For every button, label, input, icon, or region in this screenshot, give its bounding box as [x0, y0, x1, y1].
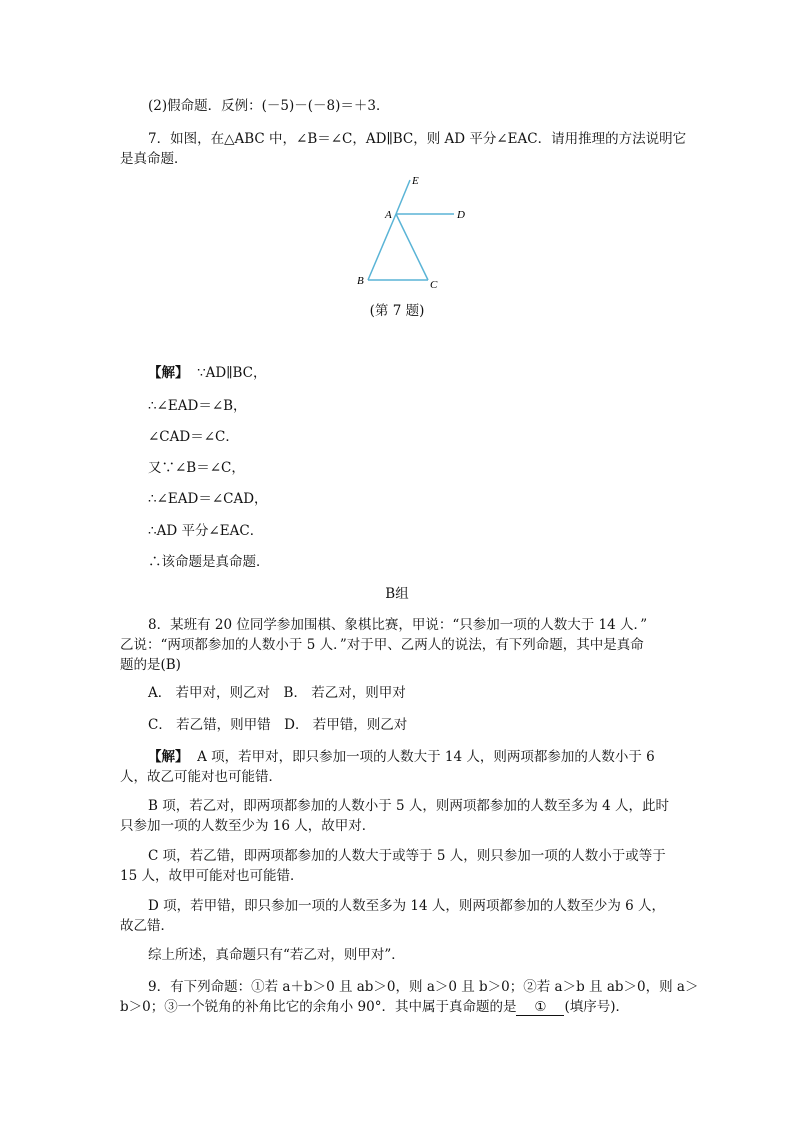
solution-8-a-line1: [148, 748, 655, 766]
solution-7-line1: [148, 364, 267, 382]
question-9-text: b＞0；③一个锐角的补角比它的余角小 90°．其中属于真命题的是: [120, 999, 517, 1015]
label-b: B: [357, 275, 364, 287]
segment-ac: [396, 214, 428, 280]
solution-8-d-line1: D 项，若甲错，即只参加一项的人数至多为 14 人，则两项都参加的人数至少为 6 人，: [148, 898, 666, 914]
options-ab: A． 若甲对，则乙对 B． 若乙对，则甲对: [148, 685, 406, 701]
question-9-suffix: (填序号)．: [564, 999, 629, 1015]
solution-7-step1: ∵AD∥BC，: [197, 365, 267, 381]
solution-7-step2: ∴∠EAD＝∠B，: [148, 398, 247, 414]
solution-8-d-line2: 故乙错．: [120, 918, 174, 934]
label-e: E: [412, 175, 419, 187]
question-8-line3: 题的是(B): [120, 657, 181, 673]
solution-7-step4: 又∵∠B＝∠C，: [148, 460, 245, 476]
solution-8-a-text: A 项，若甲对，即只参加一项的人数大于 14 人，则两项都参加的人数小于 6: [197, 749, 655, 765]
label-a: A: [385, 209, 392, 221]
triangle-figure: [340, 172, 480, 292]
label-c: C: [430, 279, 438, 291]
solution-8-c-line2: 15 人，故甲可能对也可能错．: [120, 868, 304, 884]
question-7-line2: 是真命题．: [120, 151, 188, 167]
group-heading: B组: [385, 586, 409, 602]
answer-blank: ①: [516, 999, 564, 1016]
solution-8-b-line2: 只参加一项的人数至少为 16 人，故甲对．: [120, 818, 376, 834]
solution-8-c-line1: C 项，若乙错，即两项都参加的人数大于或等于 5 人，则只参加一项的人数小于或等于: [148, 848, 666, 864]
question-7-line1: 7．如图，在△ABC 中，∠B＝∠C，AD∥BC，则 AD 平分∠EAC．请用推理的方法说明它: [148, 131, 687, 147]
solution-7-step5: ∴∠EAD＝∠CAD，: [148, 491, 268, 507]
solution-7-step7: ∴该命题是真命题．: [148, 554, 270, 570]
solution-tag: 【解】: [148, 749, 189, 765]
label-d: D: [457, 209, 465, 221]
question-9-line1: 9．有下列命题：①若 a＋b＞0 且 ab＞0，则 a＞0 且 b＞0；②若 a＞b 且 ab＞0，则 a＞: [148, 979, 699, 995]
ray-ae: [396, 180, 410, 214]
solution-8-summary: 综上所述，真命题只有“若乙对，则甲对”．: [148, 947, 405, 963]
solution-8-b-line1: B 项，若乙对，即两项都参加的人数小于 5 人，则两项都参加的人数至多为 4 人，此时: [148, 798, 670, 814]
solution-8-a-line2: 人，故乙可能对也可能错．: [120, 769, 282, 785]
solution-7-step3: ∠CAD＝∠C．: [148, 429, 239, 445]
options-cd: C． 若乙错，则甲错 D． 若甲错，则乙对: [148, 717, 408, 733]
answer-2: (2)假命题．反例：(－5)－(－8)＝＋3．: [148, 98, 390, 114]
figure-caption: (第 7 题): [369, 303, 425, 319]
question-8-line1: 8．某班有 20 位同学参加围棋、象棋比赛，甲说：“只参加一项的人数大于 14 人．”: [148, 617, 648, 633]
solution-tag: 【解】: [148, 365, 189, 381]
question-8-line2: 乙说：“两项都参加的人数小于 5 人．”对于甲、乙两人的说法，有下列命题，其中是真命: [120, 637, 644, 653]
segment-ab: [368, 214, 396, 280]
question-9-line2: [120, 998, 629, 1016]
solution-7-step6: ∴AD 平分∠EAC．: [148, 523, 264, 539]
